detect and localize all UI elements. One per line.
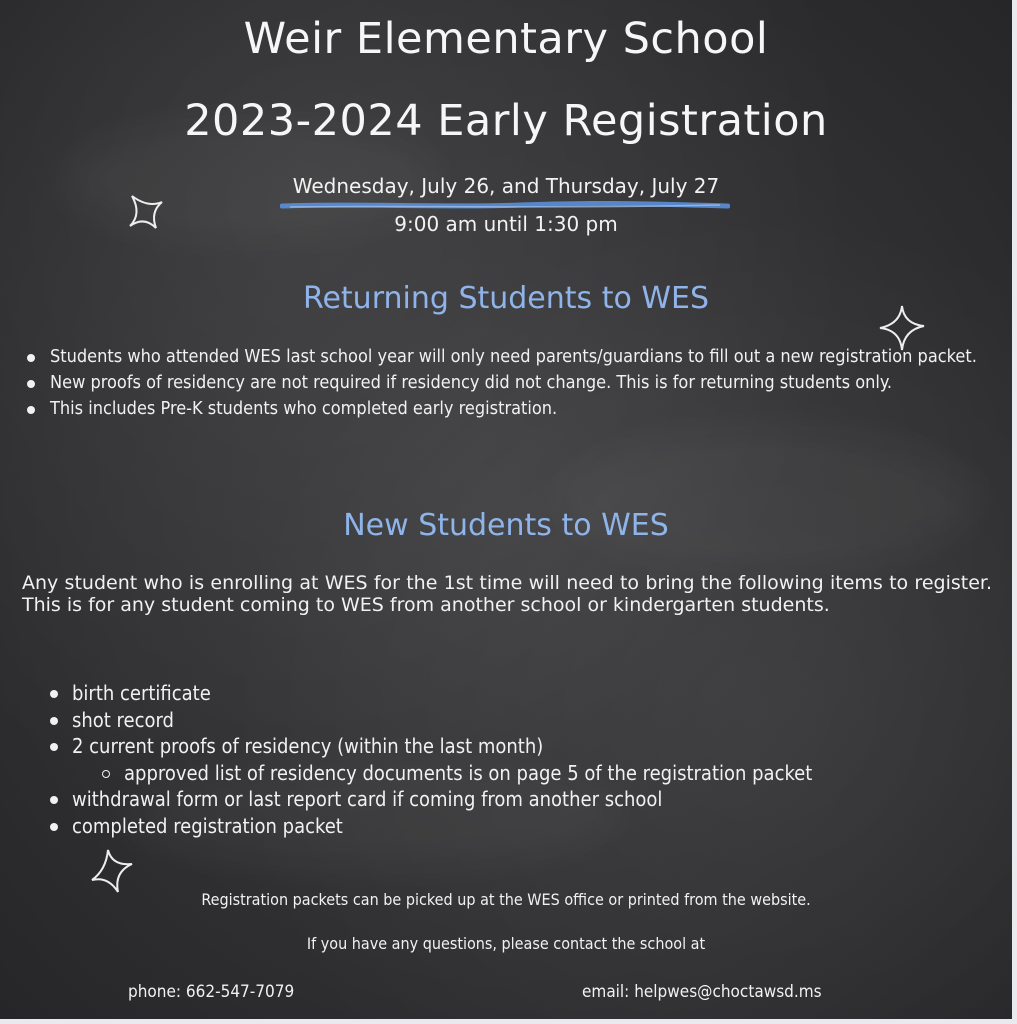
list-item: Students who attended WES last school year will only need parents/guardians to fill out a new registration packet. bbox=[50, 346, 992, 368]
new-students-heading: New Students to WES bbox=[343, 508, 669, 543]
list-sub-item: approved list of residency documents is on page 5 of the registration packet bbox=[72, 760, 992, 787]
sparkle-star-icon bbox=[88, 848, 134, 894]
list-item: completed registration packet bbox=[72, 813, 992, 840]
contact-phone: phone: 662-547-7079 bbox=[128, 982, 295, 1002]
list-item: birth certificate bbox=[72, 680, 992, 707]
returning-students-heading: Returning Students to WES bbox=[302, 281, 710, 316]
list-item: This includes Pre-K students who completed early registration. bbox=[50, 398, 992, 420]
chalk-underline bbox=[280, 201, 730, 210]
chalk-smudge bbox=[560, 430, 980, 570]
contact-email: email: helpwes@choctawsd.ms bbox=[582, 982, 822, 1002]
list-item: 2 current proofs of residency (within the last month) bbox=[72, 733, 992, 760]
registration-dates: Wednesday, July 26, and Thursday, July 27 bbox=[292, 174, 720, 198]
new-students-intro: Any student who is enrolling at WES for the 1st time will need to bring the following items to register. This is for any student coming to WES from another school or kindergarten students. bbox=[22, 572, 992, 616]
returning-students-list bbox=[50, 346, 992, 424]
packets-note: Registration packets can be picked up at the WES office or printed from the website. bbox=[201, 890, 811, 909]
required-items-list bbox=[72, 680, 992, 839]
sparkle-star-icon bbox=[126, 192, 166, 232]
registration-title: 2023-2024 Early Registration bbox=[184, 96, 828, 146]
questions-note: If you have any questions, please contact the school at bbox=[306, 934, 706, 953]
school-name-title: Weir Elementary School bbox=[243, 14, 769, 64]
registration-hours: 9:00 am until 1:30 pm bbox=[394, 212, 618, 236]
list-item: shot record bbox=[72, 707, 992, 734]
list-item: New proofs of residency are not required if residency did not change. This is for returning students only. bbox=[50, 372, 992, 394]
list-item: withdrawal form or last report card if coming from another school bbox=[72, 786, 992, 813]
